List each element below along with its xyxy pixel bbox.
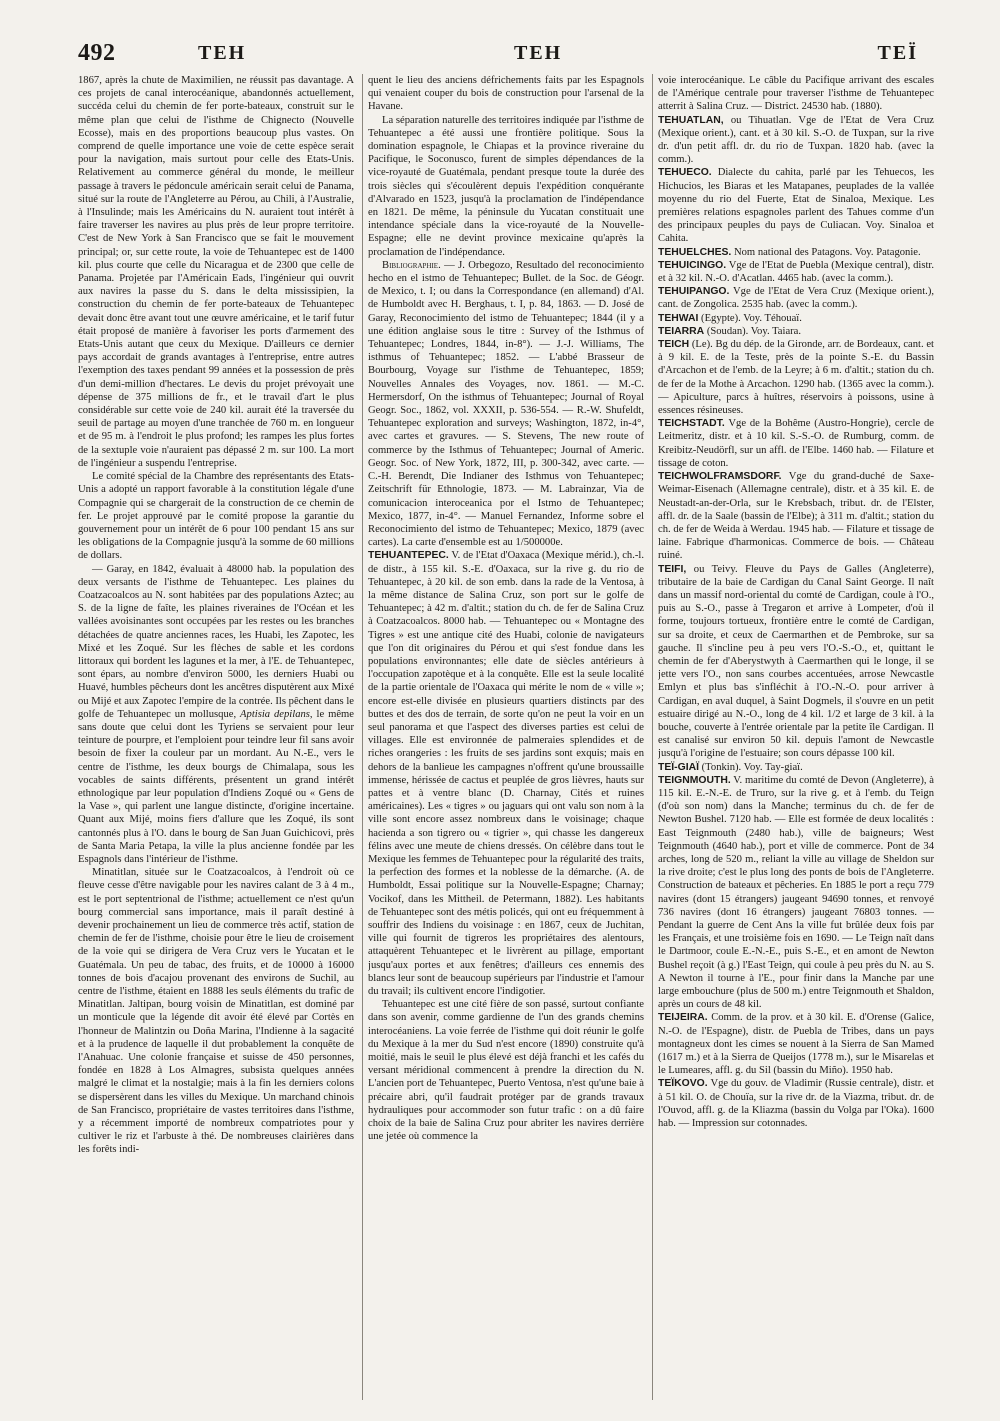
- left-running-head: TEH: [198, 42, 247, 64]
- page-number: 492: [78, 40, 116, 66]
- entry-text: Comm. de la prov. et à 30 kil. E. d'Orense (Galice, N.-O. de l'Espagne), distr. de Puebla de Tribes, dans un pays montagneux dont les cimes se nouent à la Sierra de San Mamed (1617 m.) et à la Sierra de Queijos (1778 m.), sur le Misarelas et le Lumeares, affl. g. du Sil (bassin du Miño). 1950 hab.: [658, 1012, 934, 1077]
- entry-text: ou Tihuatlan. Vge de l'Etat de Vera Cruz (Mexique orient.), cant. et à 30 kil. S.-O. de Tuxpan, sur la rive dr. d'un petit affl. dr. du rio de Tuxpan. 1820 hab. (avec la comm.).: [658, 114, 934, 166]
- paragraph: Le comité spécial de la Chambre des représentants des Etats-Unis a adopté un rapport favorable à la constitution légale d'une Compagnie qui se chargerait de la construction de ce chemin de fer. Le projet approuvé par le comité propose la garantie du gouvernement pour un intérêt de 6 pour 100 pendant 15 ans sur les obligations de la Compagnie jusqu'à la somme de 60 millions de dollars.: [78, 471, 354, 562]
- entry-text: Vge du grand-duché de Saxe-Weimar-Eisenach (Allemagne centrale), distr. et à 35 kil. E. de Neustadt-an-der-Orla, sur le Krebsbach, tribut. dr. de l'Elster, affl. dr. de la Saale (bassin de l'Elbe); à 311 m. d'altit.; station du ch. de fer de Weida à Werdau. 1945 hab. — Filature et tissage de laine. Fabrique d'harmonicas. Commerce de bois. — Château ruiné.: [658, 471, 934, 562]
- text-columns: [78, 74, 934, 1400]
- paragraph-text: , le même sans doute que celui dont les Tyriens se servaient pour leur teinture de pourpre, et l'emploient pour teindre leur fil sans avoir besoin de fixer la couleur par un mordant. Au N.-E., vers le centre de l'isthme, les deux bourgs de Chimalapa, sous les vocables de saints différents, présentent un grand intérêt ethnologique par leur population d'Indiens Zoqué ou « Gens de la Vase », qui parlent une langue distincte, d'origine incertaine. Quant aux Mijé, moins fiers d'allure que les Zoqué, ils sont cantonnés plus à l'O. dans le bourg de San Juan Guichicovi, près de Santa Maria Petapa, la ville la plus ancienne fondée par les Espagnols dans l'intérieur de l'isthme.: [78, 708, 354, 865]
- center-running-head: TEH: [514, 42, 563, 64]
- paragraph: voie interocéanique. Le câble du Pacifique arrivant des escales de l'Amérique centrale pour traverser l'isthme de Tehuantepec atterrit à Salina Cruz. — District. 24530 hab. (1880).: [658, 75, 934, 113]
- column-3: [658, 74, 934, 1400]
- entry-headword: TEÏKOVO.: [658, 1078, 708, 1090]
- dictionary-entry: [658, 563, 934, 761]
- entry-headword: TEICHSTADT.: [658, 418, 725, 430]
- paragraph: quent le lieu des anciens défrichements faits par les Espagnols qui venaient couper du bois de construction pour l'arsenal de la Havane.: [368, 75, 644, 113]
- entry-headword: TEHUELCHES.: [658, 246, 732, 258]
- entry-headword: TEIARRA: [658, 325, 705, 337]
- paragraph: La séparation naturelle des territoires indiquée par l'isthme de Tehuantepec a été aussi une frontière politique. Sous la domination espagnole, le Chiapas et la province riveraine du Pacifique, le Soconusco, furent de simples dépendances de la vice-royauté de Guatémala, pendant presque toute la durée des trois siècles qui s'écoulèrent depuis l'expédition conquérante d'Alvarado en 1523, jusqu'à la proclamation de l'indépendance en 1821. De même, la péninsule du Yucatan constituait une intendance spéciale dans la vice-royauté de la Nouvelle-Espagne; elle ne devint province mexicaine qu'après la proclamation de l'indépendance.: [368, 114, 644, 258]
- dictionary-entry: [658, 774, 934, 1012]
- entry-headword: TEHUANTEPEC.: [368, 550, 449, 562]
- column-divider: [652, 74, 653, 1400]
- paragraph: Tehuantepec est une cité fière de son passé, surtout confiante dans son avenir, comme gardienne de l'un des grands chemins interocéaniens. La voie ferrée de l'isthme qui doit réunir le golfe du Mexique à la mer du Sud n'est encore (1890) construite qu'à moitié, mais le seuil le plus élevé est déjà franchi et les cafés du versant méridional commencent à prendre la direction du N. L'ancien port de Tehuantepec, Puerto Ventosa, n'est qu'une baie à précaire abri, qu'il faudrait protéger par de grands travaux hydrauliques pour accommoder son futur trafic : on a dû faire choix de la baie de Salina Cruz pour abriter les navires derrière une jetée où commence la: [368, 999, 644, 1143]
- dictionary-entry: [658, 166, 934, 245]
- entry-headword: TEHUECO.: [658, 167, 712, 179]
- entry-headword: TEIGNMOUTH.: [658, 774, 731, 786]
- entry-text: V. de l'Etat d'Oaxaca (Mexique mérid.), ch.-l. de distr., à 155 kil. S.-E. d'Oaxaca, sur la rive g. du rio de Tehuantepec, à 20 kil. de son emb. dans la rade de la Ventosa, à la même distance de Salina Cruz, son port sur le golfe de Tehuantepec; à 42 m. d'altit.; station du ch. de fer de Salina Cruz à Coatzacoalcos. 8000 hab. — Tehuantepec ou « Montagne des Tigres » est une antique cité des Huabi, colonie de navigateurs que l'on dit originaires du Pérou et qui s'est fondue dans les populations environnantes; elle date de siècles antérieurs à l'occupation zapotèque et à la conquête. Elle est la seule localité de la partie orientale de l'Oaxaca qui mérite le nom de « ville »; encore est-elle divisée en plusieurs quartiers distincts par des buttes et des dos de terrain, de sorte qu'on ne peut la voir en un seul panorama et que l'aspect des diverses parties est celui de villages. Elle est environnée de palmeraies splendides et de riches orangeries : les fruits de ses jardins sont exquis; mais en dehors de la banlieue les campagnes n'offrent qu'une broussaille immense, hérissée de cactus et peuplée de gros lièvres, hauts sur pattes et à ventre blanc (D. Charnay, Cités et ruines américaines). Les « tigres » ou jaguars qui ont valu son nom à la ville sont encore assez nombreux dans le voisinage; chaque hacienda a son tigrero ou « tigrier », qui chasse les dangereux félins avec une meute de chiens dressés. On célèbre dans tout le Mexique les femmes de Tehuantepec pour la régularité des traits, la perfection des formes et la noblesse de la démarche. (A. de Humboldt, Essai politique sur la Nouvelle-Espagne; Charnay; Vocikof, dans les Mittheil. de Petermann, 1882). Les habitants de Tehuantepec sont des métis policés, qui ont eu fréquemment à souffrir des Indiens du voisinage : en 1867, ceux de Juchitan, ville qui fournit de tigreros les propriétaires des alentours, attaquèrent Tehuantepec et le livrèrent au pillage, emportant jusqu'aux portes et aux fenêtres; d'ailleurs ces ennemis des blancs leur sont de beaucoup supérieurs par l'industrie et l'amour du travail; ils cultivent encore l'indigotier.: [368, 550, 644, 998]
- entry-text: Dialecte du cahita, parlé par les Tehuecos, les Hichucios, les Biaras et les Matapanes, peuplades de la vallée moyenne du rio del Fuerte, Etat de Sinaloa, Mexique. Les premières relations espagnoles parlent des Tahues comme d'un des principaux peuples du pays de Culiacan. Voy. Sinaloa et Cahita.: [658, 167, 934, 245]
- entry-headword: TEHWAI: [658, 312, 699, 324]
- entry-text: Vge de la Bohême (Austro-Hongrie), cercle de Leitmeritz, distr. et à 10 kil. S.-S.-O. de Rumburg, comm. de Kreibitz-Neudörfl, sur un affl. de l'Elbe. 1460 hab. — Filature et tissage de coton.: [658, 418, 934, 469]
- dictionary-entry: [658, 1011, 934, 1077]
- paragraph: 1867, après la chute de Maximilien, ne réussit pas davantage. A ces projets de canal interocéanique, abandonnés actuellement, succéda celui du chemin de fer porte-bateaux, construit sur le même plan que celui de l'isthme de Chignecto (Nouvelle Ecosse), mais en des proportions beaucoup plus vastes. On comprend de quelle importance une voie de cette espèce serait pour la navigation, mais surtout pour celle des Etats-Unis. Relativement au commerce général du monde, le meilleur passage à travers le pédoncule américain serait celui de Panama, situé sur la route de l'Angleterre au Pérou, au Chili, à l'Australie, à l'Insulinde; mais les Américains du N. auraient tout intérêt à faire traverser les navires au plus près de leur propre territoire. C'est de New York à San Francisco que se fait le mouvement principal; or, sur cette route, la voie de Tehuantepec est de 1400 kil. plus courte que celle du Nicaragua et de 2300 que celle de Panama. Projetée par l'Américain Eads, l'ingénieur qui ouvrit aux navires la passe du S. dans le delta mississipien, la construction du chemin de fer porte-bateaux de Tehuantepec devait donc être avant tout une œuvre américaine, et le tarif futur était proposé de manière à favoriser les ports d'armement des Etats-Unis autant que ceux du Mexique. D'ailleurs ce dernier pays accordait de grands avantages à l'entreprise, entre autres l'exemption des taxes pendant 99 années et la possession de près d'un demi-million d'hectares. Le devis du projet prévoyait une dépense de 375 millions de fr., et le travail d'art le plus considérable sur cette voie de 240 kil. aurait été la traversée du seuil de partage au moyen d'une tranchée de 760 m. en longueur et de 95 m. à l'endroit le plus profond; les rampes les plus fortes de la sextuple voie n'auraient pas dépassé 2 m. sur 100. La mort de l'ingénieur a suspendu l'entreprise.: [78, 75, 354, 469]
- right-running-head: TEÏ: [877, 42, 918, 64]
- entry-text: ou Teivy. Fleuve du Pays de Galles (Angleterre), tributaire de la baie de Cardigan du Canal Saint George. Il naît dans un massif nord-oriental du comté de Cardigan, coule à l'O., puis au S.-O., passe à Tregaron et arrive à Lompeter, d'où il forme, toujours tortueux, frontière entre le comté de Cardigan, sur sa droite, et ceux de Caermarthen et de Pembroke, sur sa gauche. Il s'incline peu à peu vers l'O.-S.-O., et, quittant le chemin de fer d'Aberystwyth à Caermarthen qui le longe, il se jette vers l'O., non sans courbes accentuées, arrose Newcastle Emlyn et plus bas s'infléchit à l'O.-N.-O. pour arriver à Cardigan, en aval duquel, à Saint Dogmels, il s'ouvre en un petit estuaire dirigé au N.-O., long de 4 kil. 1/2 et large de 3 kil. à la bouche, couverte à l'entrée orientale par la petite île Cardigan. Il est canalisé sur environ 50 kil. depuis l'amont de Newcastle jusqu'à l'origine de l'estuaire; son cours dépasse 100 kil.: [658, 563, 934, 760]
- dictionary-entry: [658, 325, 934, 338]
- entry-text: (Tonkin). Voy. Tay-giaï.: [698, 761, 803, 773]
- entry-headword: TEIFI,: [658, 563, 687, 575]
- entry-text: (Egypte). Voy. Téhouaï.: [698, 312, 802, 324]
- dictionary-entry: [658, 761, 934, 774]
- entry-text: V. maritime du comté de Devon (Angleterre), à 115 kil. E.-N.-E. de Truro, sur la rive g. et à l'emb. du Teign (d'où son nom) dans la Manche; terminus du ch. de fer de Newton Bushel. 7120 hab. — Elle est formée de deux localités : East Teignmouth (2480 hab.), ville de baigneurs; West Teignmouth (4640 hab.), port et ville de commerce. Pont de 34 arches, long de 520 m., reliant la ville au village de Sheldon sur la rive droite; c'est le plus long des ponts de bois de l'Angleterre. Construction de bateaux et pêcheries. En 1885 le port a reçu 779 navires (dont 15 étrangers) jaugeant 94690 tonnes, et renvoyé 736 navires (dont 16 étrangers) jaugeant 76803 tonnes. — Pendant la guerre de Cent Ans la ville fut brûlée deux fois par les Français, et une troisième fois en 1690. — Le Teign naît dans le Dartmoor, coule E.-N.-E., puis S.-E., et en amont de Newton Bushel reçoit (à g.) l'East Teign, qui coule à peu près du N. au S. A Newton il tourne à l'E., pour finir dans la Manche par une large embouchure (plus de 500 m.) entre Teignmouth et Shaldon, après un cours de 48 kil.: [658, 774, 934, 1011]
- entry-text: Nom national des Patagons. Voy. Patagonie.: [731, 246, 921, 258]
- bibliography: [368, 259, 644, 549]
- column-1: [78, 74, 354, 1400]
- entry-text: (Le). Bg du dép. de la Gironde, arr. de Bordeaux, cant. et à 9 kil. E. de la Teste, près de la pointe S.-E. du Bassin d'Arcachon et de l'emb. de la Leyre; à 6 m. d'altit.; station du ch. de fer de la Mothe à Arcachon. 1290 hab. (1365 avec la comm.). — Apiculture, parcs à huîtres, réservoirs à poissons, usine à essences résineuses.: [658, 339, 934, 417]
- dictionary-entry: [658, 338, 934, 417]
- dictionary-entry: [658, 1077, 934, 1130]
- paragraph-text: — Garay, en 1842, évaluait à 48000 hab. la population des deux versants de l'isthme de Tehuantepec. Les plaines du Coatzacoalcos au N. sont habitées par des populations Aztec; au S. de la ligne de faîte, les plaines riveraines de l'Océan et les vallées avoisinantes sont occupées par les restes ou les branches détachées de quatre anciennes races, les Huabi, les Zapotec, les Mixé et les Zoqué. Sur les flèches de sable et les cordons littoraux qui bordent les lagunes et la mer, à l'E. de Tehuantepec, sont épars, au nombre d'environ 5000, les derniers Huabi ou Huavé, humbles pêcheurs dont les ancêtres disputèrent aux Mixé ou Mijé et aux Zapotec l'empire de la contrée. Ils pêchent dans le golfe de Tehuantepec un mollusque,: [78, 563, 354, 720]
- entry-headword: TEHUIPANGO.: [658, 286, 730, 298]
- column-divider: [362, 74, 363, 1400]
- dictionary-entry: [368, 549, 644, 998]
- column-2: [368, 74, 644, 1400]
- entry-headword: TEHUICINGO.: [658, 259, 727, 271]
- entry-headword: TEICHWOLFRAMSDORF.: [658, 471, 782, 483]
- entry-text: Vge de l'Etat de Vera Cruz (Mexique orient.), cant. de Zongolica. 2535 hab. (avec la comm.).: [658, 286, 934, 311]
- dictionary-entry: [658, 114, 934, 167]
- dictionary-entry: [658, 246, 934, 259]
- entry-headword: TEÏ-GIAÏ: [658, 761, 699, 773]
- dictionary-entry: [658, 285, 934, 311]
- entry-text: Vge du gouv. de Vladimir (Russie centrale), distr. et à 51 kil. O. de Chouïa, sur la rive dr. de la Viazma, tribut. dr. de l'Ouvod, affl. g. de la Kliazma (bassin du Volga par l'Oka). 1600 hab. — Impression sur cotonnades.: [658, 1078, 934, 1130]
- entry-text: (Soudan). Voy. Taiara.: [704, 325, 802, 337]
- paragraph: [78, 563, 354, 867]
- species-name: Aptisia depilans: [240, 708, 310, 720]
- entry-text: Vge de l'Etat de Puebla (Mexique central), distr. et à 32 kil. N.-O. d'Acatlan. 4465 hab. (avec la comm.).: [658, 259, 934, 285]
- dictionary-entry: [658, 312, 934, 325]
- dictionary-entry: [658, 259, 934, 285]
- bibliography-text: — J. Orbegozo, Resultado del reconocimiento hecho en el istmo de Tehuantepec; Bullet. de la Soc. de Géogr. de Mexico, t. I; ou dans la Correspondance (en allemand) d'Al. de Humboldt avec H. Berghaus, t. I, p. 84, 1863. — D. José de Garay, Reconocimiento del istmo de Tehuantepec; 1844 (il y a une édition anglaise sous le titre : Survey of the Isthmus of Tehuantepec; Londres, 1844, in-8°). — J.-J. Williams, The isthmus of Tehuantepec; 1852. — L'abbé Brasseur de Bourbourg, Voyage sur l'isthme de Tehuantepec, 1859; Nouvelles Annales des Voyages, nov. 1861. — M.-C. Hermersdorf, On the isthmus of Tehuantepec; Journal of Royal Geogr. Soc., 1862, vol. XXXII, p. 536-554. — R.-W. Shufeldt, Tehuantepec exploration and surveys; Washington, 1872, in-4°, avec cartes et gravures. — S. Stevens, The new route of commerce by the Isthmus of Tehuantepec; Journal of Americ. Geogr. Soc. of New York, 1872, III, p. 300-342, avec carte. — C.-H. Berendt, Die Indianer des Isthmus von Tehuantepec; Zeitschrift für Ethnologie, 1873. — M. Labrainzar, Via de comunicacion interoceanica por el Istmo de Tehuantepec; Mexico, 1877, in-4°. — Manuel Fernandez, Informe sobre el Reconocimiento del istmo de Tehuantepec; Mexico, 1879 (avec cartes). La carte d'ensemble est au 1/500000e.: [368, 259, 644, 549]
- dictionary-entry: [658, 417, 934, 470]
- bibliography-label: Bibliographie.: [382, 259, 441, 271]
- dictionary-entry: [658, 470, 934, 562]
- page-header: [78, 40, 918, 70]
- paragraph: Minatitlan, située sur le Coatzacoalcos, à l'endroit où ce fleuve cesse d'être navigable pour les navires calant de 3 à 4 m., est le port septentrional de l'isthme; actuellement ce n'est qu'un bourg commercial sans importance, mais il paraît destiné à devenir prochainement un lieu de commerce très actif, station de chemin de fer de l'isthme, choisie pour être le lieu de croisement de la voie qui se dirigera de Vera Cruz vers le Yucatan et le Guatémala. Un peu de tabac, des fruits, et de 10000 à 16000 tonnes de bois d'acajou provenant des environs de Suchil, au centre de l'isthme, étaient en 1888 les seuls éléments du trafic de Minatitlan. Jaltipan, bourg voisin de Minatitlan, est dominé par un monticule que la légende dit avoir été élevé par Cortès en l'honneur de Malintzin ou Doña Marina, l'Indienne à la sagacité et à la prudence de laquelle il dut probablement la conquête de l'Anahuac. Une colonie française et suisse de 450 personnes, fondée en 1828 à Los Almagres, subsista quelques années malgré le climat et la nostalgie; mais à la fin les derniers colons se dispersèrent dans les villes du Mexique. Un marchand chinois de San Francisco, propriétaire de vastes territoires dans l'isthme, y a récemment importé de nombreux compatriotes pour y cultiver le riz et l'arbuste à thé. De nombreuses clairières dans les forêts indi-: [78, 867, 354, 1156]
- entry-headword: TEICH: [658, 339, 690, 351]
- entry-headword: TEHUATLAN,: [658, 114, 724, 126]
- entry-headword: TEIJEIRA.: [658, 1012, 708, 1024]
